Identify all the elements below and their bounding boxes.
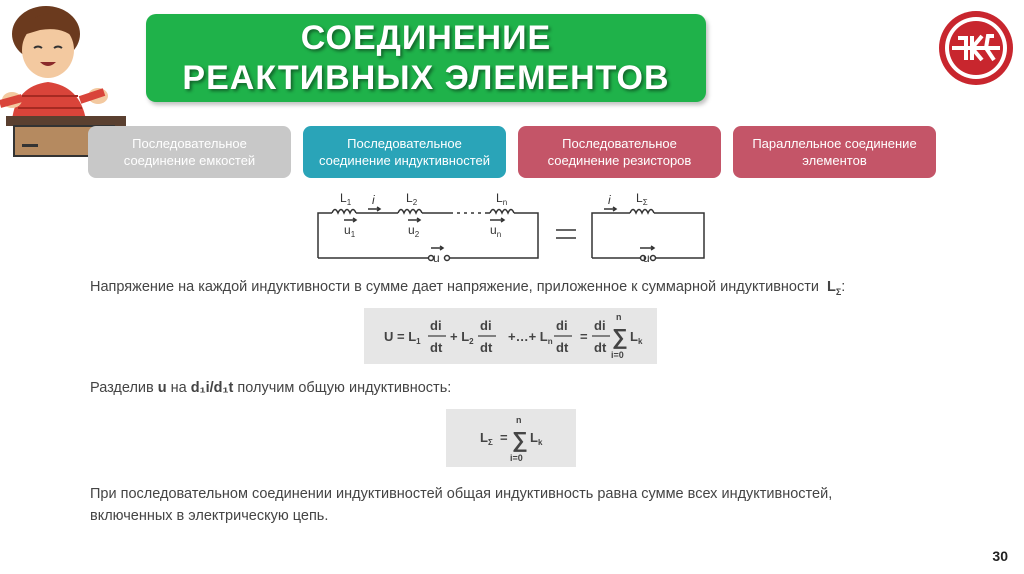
- label-l2: $L_2$: [406, 191, 418, 207]
- svg-text:dt: dt: [430, 340, 443, 355]
- tab-label-line1: Параллельное соединение: [752, 136, 917, 151]
- svg-text:dt: dt: [556, 340, 569, 355]
- svg-text:di: di: [594, 318, 606, 333]
- svg-text:LΣ: $L_\Sigma$: [480, 430, 493, 447]
- tab-label-line2: элементов: [802, 153, 867, 168]
- coil-l1: [332, 210, 356, 214]
- svg-text:dt: dt: [594, 340, 607, 355]
- svg-text:=: =: [500, 430, 508, 445]
- label-current-2: i: [608, 193, 611, 207]
- svg-text:n: n: [516, 415, 522, 425]
- svg-text:di: di: [556, 318, 568, 333]
- label-current: i: [372, 193, 375, 207]
- explanation-text-1: Напряжение на каждой индуктивности в сумме дает напряжение, приложенное к суммарной индуктивности $L_\Sigma$:: [90, 279, 846, 297]
- label-u1: $u_1$: [344, 223, 356, 239]
- tab-label-line1: Последовательное: [562, 136, 677, 151]
- formula-voltage-sum: [364, 308, 657, 364]
- svg-text:+…+ Ln: +…+ $L_n$: [508, 329, 553, 346]
- svg-text:+ L2: + $L_2$: [450, 329, 474, 346]
- svg-text:U = L1: $U = L_1$: [384, 329, 421, 346]
- tab-series-capacitors[interactable]: [88, 126, 291, 178]
- label-u2: $u_2$: [408, 223, 420, 239]
- label-u: u: [433, 251, 440, 265]
- label-lsum: $L_\Sigma$: [636, 191, 648, 207]
- tab-label-line2: соединение емкостей: [123, 153, 256, 168]
- title-banner: [146, 14, 706, 102]
- tab-label-line1: Последовательное: [347, 136, 462, 151]
- tab-label-line1: Последовательное: [132, 136, 247, 151]
- svg-text:=: =: [580, 329, 588, 344]
- svg-text:dt: dt: [480, 340, 493, 355]
- label-un: $u_n$: [490, 223, 502, 239]
- svg-text:Lk: $L_k$: [630, 329, 643, 346]
- svg-text:n: n: [616, 312, 622, 322]
- svg-text:di: di: [480, 318, 492, 333]
- tab-series-inductances[interactable]: [303, 126, 506, 178]
- svg-text:di: di: [430, 318, 442, 333]
- svg-text:i=0: i=0: [510, 453, 523, 463]
- label-u-right: u: [643, 251, 650, 265]
- tab-parallel-connection[interactable]: [733, 126, 936, 178]
- title-line-2: РЕАКТИВНЫХ ЭЛЕМЕНТОВ: [182, 59, 670, 97]
- title-line-1: СОЕДИНЕНИЕ: [300, 19, 552, 57]
- svg-text:Lk: $L_k$: [530, 430, 543, 447]
- explanation-text-2: Разделив u на d₁i/d₁t получим общую индуктивность:: [90, 380, 452, 396]
- formula-total-inductance: [446, 409, 576, 467]
- tab-label-line2: соединение индуктивностей: [318, 153, 491, 168]
- page-number: 30: [992, 548, 1008, 564]
- coil-ln: [490, 210, 514, 214]
- label-ln: $L_n$: [496, 191, 508, 207]
- college-logo: [936, 8, 1016, 88]
- svg-text:∑: ∑: [512, 427, 528, 452]
- conclusion-text: При последовательном соединении индуктивностей общая индуктивность равна сумме всех индуктивностей, включенных в электрическую цепь.: [90, 486, 833, 524]
- coil-l2: [398, 210, 422, 214]
- circuit-diagram: [300, 186, 720, 268]
- tab-label-line2: соединение резисторов: [547, 153, 692, 168]
- svg-text:∑: ∑: [612, 324, 628, 349]
- label-l1: $L_1$: [340, 191, 352, 207]
- tab-series-resistors[interactable]: [518, 126, 721, 178]
- coil-lsum: [630, 210, 654, 214]
- svg-text:i=0: i=0: [611, 350, 624, 360]
